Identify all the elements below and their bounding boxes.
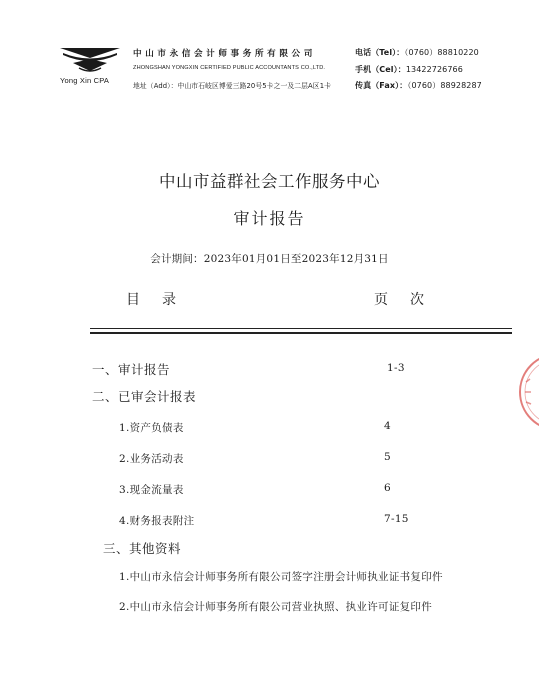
tel-line bbox=[355, 47, 479, 58]
toc-item-activity-statement: 2.业务活动表 bbox=[119, 453, 184, 465]
report-title: 审计报告 bbox=[233, 209, 306, 228]
tel-value: （0760）88810220 bbox=[404, 48, 479, 57]
toc-section-other: 三、其他资料 bbox=[103, 541, 182, 556]
fax-label: 传真（Fax）： bbox=[355, 81, 408, 90]
yongxin-cpa-logo-icon bbox=[59, 44, 121, 76]
toc-section-audit-report: 一、审计报告 bbox=[92, 362, 171, 377]
toc-page-audit-report: 1-3 bbox=[387, 362, 405, 374]
firm-name-en: ZHONGSHAN YONGXIN CERTIFIED PUBLIC ACCOUNTANTS CO.,LTD. bbox=[133, 65, 326, 71]
toc-section-statements: 二、已审会计报表 bbox=[92, 389, 197, 404]
cell-value: 13422726766 bbox=[405, 65, 463, 74]
toc-item-business-license: 2.中山市永信会计师事务所有限公司营业执照、执业许可证复印件 bbox=[119, 601, 433, 613]
toc-header-page: 页次 bbox=[374, 292, 446, 308]
seal-stamp bbox=[516, 352, 539, 432]
firm-address: 地址（Add）：中山市石岐区博爱三路20号5卡之一及二层A区1卡 bbox=[133, 82, 332, 90]
tel-label: 电话（Tel）： bbox=[355, 48, 405, 57]
toc-page-activity-statement: 5 bbox=[384, 451, 391, 463]
toc-page-notes: 7-15 bbox=[384, 513, 409, 525]
accounting-period: 会计期间：2023年01月01日至2023年12月31日 bbox=[150, 253, 389, 265]
logo-text: Yong Xin CPA bbox=[60, 76, 110, 85]
toc-header-contents: 目录 bbox=[126, 292, 198, 308]
fax-line bbox=[355, 80, 482, 91]
organization-title: 中山市益群社会工作服务中心 bbox=[159, 172, 380, 191]
toc-item-balance-sheet: 1.资产负债表 bbox=[119, 422, 184, 434]
cell-line bbox=[355, 64, 463, 75]
cell-label: 手机（Cel）： bbox=[355, 65, 406, 74]
toc-item-notes: 4.财务报表附注 bbox=[119, 515, 195, 527]
firm-name-cn: 中山市永信会计师事务所有限公司 bbox=[133, 49, 316, 59]
fax-value: （0760）88928287 bbox=[407, 81, 482, 90]
header-rule-thin bbox=[90, 328, 512, 329]
toc-page-balance-sheet: 4 bbox=[384, 420, 391, 432]
toc-item-cpa-certificate: 1.中山市永信会计师事务所有限公司签字注册会计师执业证书复印件 bbox=[119, 571, 443, 583]
toc-item-cash-flow: 3.现金流量表 bbox=[119, 484, 184, 496]
toc-page-cash-flow: 6 bbox=[384, 482, 391, 494]
header-rule-thick bbox=[90, 332, 512, 334]
